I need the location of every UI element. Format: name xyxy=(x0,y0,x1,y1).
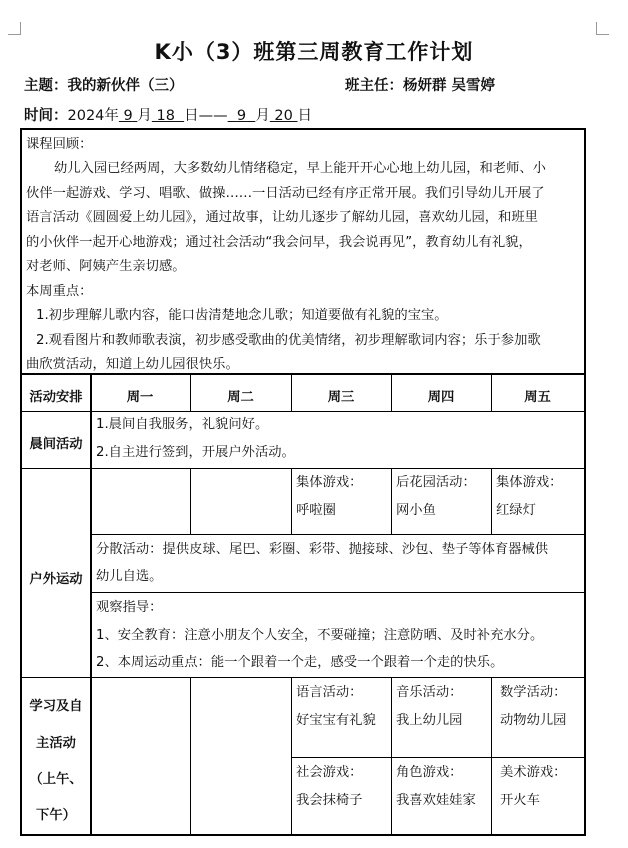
learning-wed-name: 好宝宝有礼貌 xyxy=(296,713,376,728)
rule-col-4b xyxy=(491,468,492,534)
outdoor-fri-type: 集体游戏： xyxy=(496,475,563,490)
rule-col-4c xyxy=(491,677,492,834)
rule-col-1c xyxy=(190,677,191,834)
outdoor-thu-name: 网小鱼 xyxy=(396,503,436,518)
learning-wed-type: 语言活动： xyxy=(296,685,363,700)
rule-scatter-bottom xyxy=(90,592,584,593)
crop-mark-left xyxy=(8,22,21,35)
outdoor-wed-type: 集体游戏： xyxy=(296,475,363,490)
focus-line-2: 2.观看图片和教师歌表演，初步感受歌曲的优美情绪，初步理解歌词内容；乐于参加歌 xyxy=(36,333,541,348)
rule-header-bottom xyxy=(22,411,584,412)
scatter-line-2: 幼儿自选。 xyxy=(96,569,163,584)
review-line-1: 幼儿入园已经两周，大多数幼儿情绪稳定，早上能开开心心地上幼儿园，和老师、小 xyxy=(54,161,546,176)
learning-label-2: 主活动 xyxy=(36,736,76,751)
focus-line-1: 1.初步理解儿歌内容，能口齿清楚地念儿歌；知道要做有礼貌的宝宝。 xyxy=(36,308,448,323)
header-day-fri: 周五 xyxy=(524,390,551,405)
review-heading: 课程回顾： xyxy=(26,137,93,152)
header-day-mon: 周一 xyxy=(126,390,154,405)
guide-line-2: 2、本周运动重点：能一个跟着一个走，感受一个跟着一个走的快乐。 xyxy=(96,655,504,670)
header-activity-label: 活动安排 xyxy=(29,390,83,405)
learning-thu-type: 音乐活动： xyxy=(396,685,463,700)
learning2-thu-name: 我喜欢娃娃家 xyxy=(396,793,476,808)
guide-line-1: 1、安全教育：注意小朋友个人安全，不要碰撞；注意防晒、及时补充水分。 xyxy=(96,628,544,643)
plan-table xyxy=(20,128,586,836)
rule-col-3b xyxy=(391,468,392,534)
learning-label-3: （上午、 xyxy=(29,772,83,787)
time-month-start: 9 xyxy=(123,108,133,124)
morning-line-1: 1.晨间自我服务，礼貌问好。 xyxy=(96,417,269,432)
time-day-unit-2: 日 xyxy=(297,108,312,124)
rule-games-bottom xyxy=(90,534,584,535)
header-day-thu: 周四 xyxy=(427,390,455,405)
learning-thu-name: 我上幼儿园 xyxy=(396,713,463,728)
learning2-wed-name: 我会抹椅子 xyxy=(296,793,363,808)
theme-label: 主题： xyxy=(24,78,68,94)
rule-label-column xyxy=(90,373,92,834)
morning-line-2: 2.自主进行签到，开展户外活动。 xyxy=(96,445,295,460)
time-month-unit-2: 月 xyxy=(255,108,270,124)
theme-value: 我的新伙伴（三） xyxy=(67,78,184,94)
theme-line xyxy=(24,74,184,95)
time-month-unit-1: 月 xyxy=(137,108,152,124)
learning-fri-name: 动物幼儿园 xyxy=(500,713,567,728)
morning-label: 晨间活动 xyxy=(29,437,83,452)
review-line-4: 的小伙伴一起开心地游戏；通过社会活动“我会问早，我会说再见”，教育幼儿有礼貌， xyxy=(26,235,532,250)
rule-col-3c xyxy=(391,677,392,834)
teacher-label: 班主任： xyxy=(345,78,403,94)
time-year: 2024年 xyxy=(67,108,119,124)
time-day-end: 20 xyxy=(274,108,293,124)
teacher-line xyxy=(345,74,495,95)
outdoor-fri-name: 红绿灯 xyxy=(496,503,536,518)
learning-label-1: 学习及自 xyxy=(29,699,83,714)
focus-heading: 本周重点： xyxy=(26,284,93,299)
rule-outdoor-bottom xyxy=(22,677,584,678)
time-day-unit-1: 日—— xyxy=(184,108,228,124)
scatter-line-1: 分散活动：提供皮球、尾巴、彩圈、彩带、抛接球、沙包、垫子等体育器械供 xyxy=(96,542,549,557)
guide-heading: 观察指导： xyxy=(96,600,163,615)
learning2-wed-type: 社会游戏： xyxy=(296,765,363,780)
review-line-3: 语言活动《圆圆爱上幼儿园》，通过故事，让幼儿逐步了解幼儿园，喜欢幼儿园，和班里 xyxy=(26,210,538,225)
time-day-start: 18 xyxy=(156,108,175,124)
time-month-end: 9 xyxy=(236,108,247,124)
outdoor-wed-name: 呼啦圈 xyxy=(296,503,336,518)
page-title: K小（3）班第三周教育工作计划 xyxy=(154,40,474,64)
rule-col-2b xyxy=(291,468,292,534)
rule-col-2c xyxy=(291,677,292,834)
rule-col-1b xyxy=(190,468,191,534)
time-line xyxy=(24,104,312,125)
learning-label-4: 下午） xyxy=(36,808,76,823)
learning2-fri-name: 开火车 xyxy=(500,793,540,808)
time-label: 时间： xyxy=(24,108,68,124)
outdoor-thu-type: 后花园活动： xyxy=(396,475,476,490)
review-line-5: 对老师、阿姨产生亲切感。 xyxy=(26,259,186,274)
teacher-value: 杨妍群 吴雪婷 xyxy=(403,78,496,94)
learning2-fri-type: 美术游戏： xyxy=(500,765,567,780)
learning2-thu-type: 角色游戏： xyxy=(396,765,463,780)
learning-fri-type: 数学活动： xyxy=(500,685,567,700)
rule-learning-middle xyxy=(292,757,584,758)
crop-mark-right xyxy=(596,22,609,35)
header-day-wed: 周三 xyxy=(327,390,355,405)
review-line-2: 伙伴一起游戏、学习、唱歌、做操……一日活动已经有序正常开展。我们引导幼儿开展了 xyxy=(26,186,545,201)
outdoor-label: 户外运动 xyxy=(29,572,83,587)
rule-morning-bottom xyxy=(22,468,584,469)
header-day-tue: 周二 xyxy=(227,390,254,405)
focus-line-3: 曲欣赏活动，知道上幼儿园很快乐。 xyxy=(26,357,239,372)
